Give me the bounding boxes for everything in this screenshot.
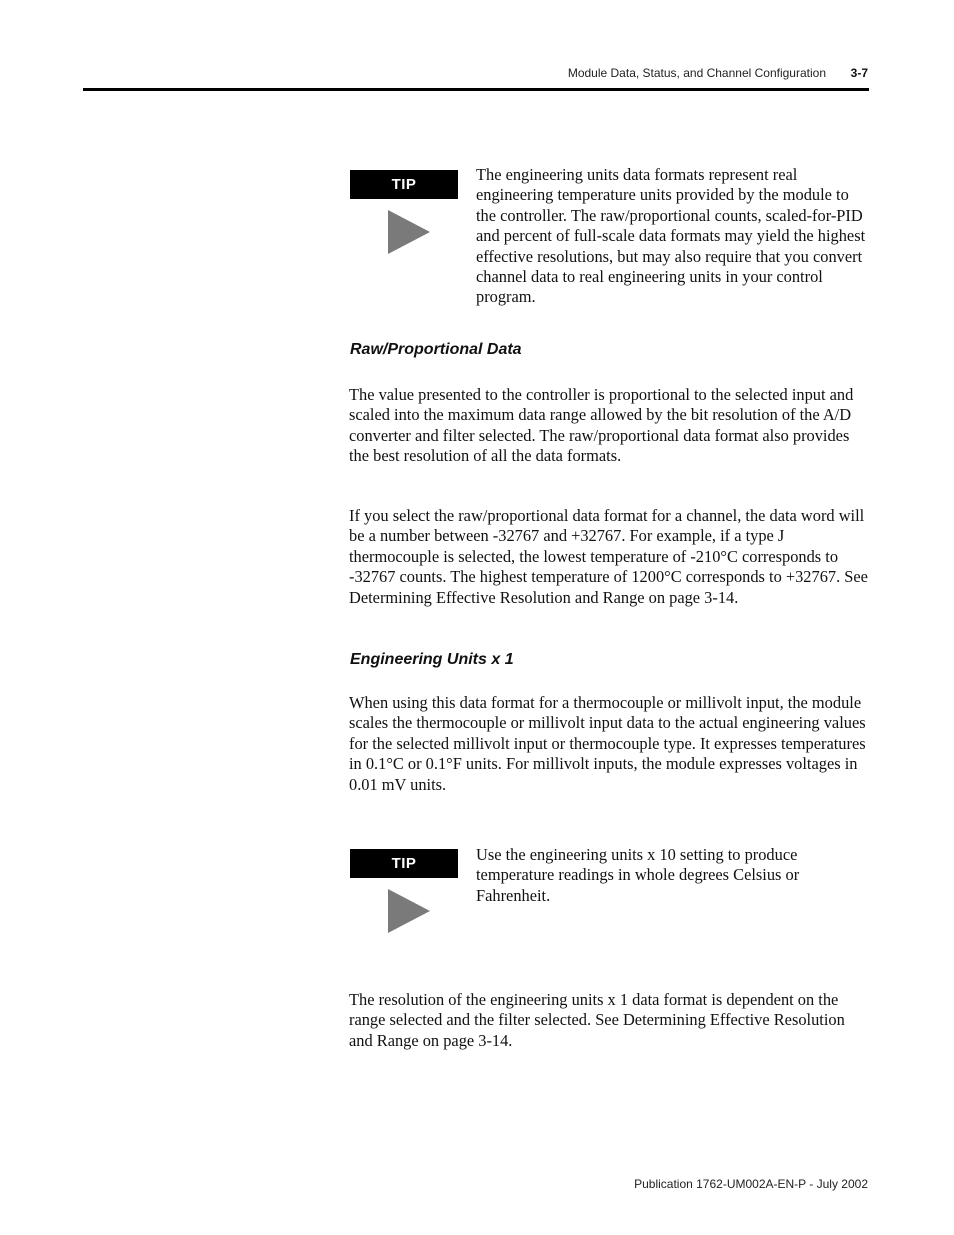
- tip-text: The engineering units data formats represent real engineering temperature units provided by the module to the controller. The raw/proportional counts, scaled-for-PID and percent of full-scale data formats may yield the highest effective resolutions, but may also require that you convert channel data to real engineering units in your control program.: [476, 165, 866, 307]
- play-arrow-icon: [388, 889, 430, 933]
- section-heading-raw-proportional: Raw/Proportional Data: [350, 341, 522, 358]
- paragraph-eng-1: When using this data format for a thermocouple or millivolt input, the module scales the thermocouple or millivolt input data to the actual engineering values for the selected millivolt input or thermocouple type. It expresses temperatures in 0.1°C or 0.1°F units. For millivolt inputs, the module expresses voltages in 0.01 mV units.: [349, 693, 866, 794]
- header-page-number: 3-7: [850, 66, 868, 80]
- header-rule: [83, 88, 869, 91]
- paragraph-raw-1: The value presented to the controller is proportional to the selected input and scaled into the maximum data range allowed by the bit resolution of the A/D converter and filter selected. The raw/proportional data format also provides the best resolution of all the data formats.: [349, 385, 854, 466]
- play-arrow-icon: [388, 210, 430, 254]
- header-title: Module Data, Status, and Channel Configuration: [567, 66, 826, 80]
- tip-label-box: [350, 849, 458, 878]
- tip-label: TIP: [391, 855, 417, 872]
- footer-publication: Publication 1762-UM002A-EN-P - July 2002: [634, 1177, 868, 1191]
- tip-label-box: [350, 170, 458, 199]
- tip-text: Use the engineering units x 10 setting to produce temperature readings in whole degrees Celsius or Fahrenheit.: [476, 845, 800, 905]
- section-heading-engineering-units: Engineering Units x 1: [350, 651, 514, 668]
- tip-label: TIP: [391, 176, 417, 193]
- paragraph-eng-2: The resolution of the engineering units x 1 data format is dependent on the range selected and the filter selected. See Determining Effective Resolution and Range on page 3-14.: [349, 990, 845, 1050]
- paragraph-raw-2: If you select the raw/proportional data format for a channel, the data word will be a number between -32767 and +32767. For example, if a type J thermocouple is selected, the lowest temperature of -210°C corresponds to -32767 counts. The highest temperature of 1200°C corresponds to +32767. See Determining Effective Resolution and Range on page 3-14.: [349, 506, 868, 607]
